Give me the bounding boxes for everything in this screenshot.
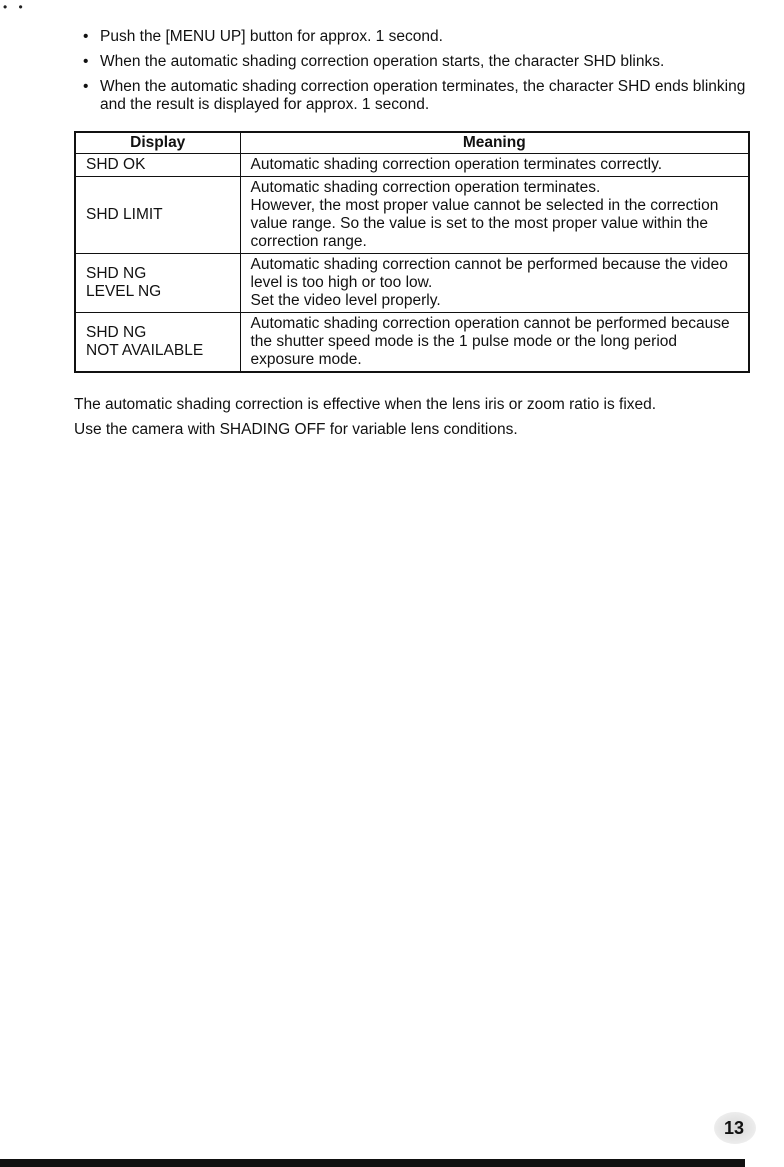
list-item: • When the automatic shading correction operation terminates, the character SHD ends blinking and the result is displayed for approx. 1 second.: [83, 78, 753, 114]
list-item: • When the automatic shading correction operation starts, the character SHD blinks.: [83, 53, 753, 71]
meaning-cell: Automatic shading correction operation cannot be performed because the shutter speed mode is the 1 pulse mode or the long period exposure mode.: [240, 313, 749, 373]
meaning-cell: Automatic shading correction cannot be performed because the video level is too high or too low. Set the video level properly.: [240, 254, 749, 313]
meaning-cell: Automatic shading correction operation terminates. However, the most proper value cannot be selected in the correction value range. So the value is set to the most proper value within the correction range.: [240, 177, 749, 254]
header-display: Display: [75, 132, 240, 154]
display-cell: SHD OK: [75, 154, 240, 177]
meaning-cell: Automatic shading correction operation terminates correctly.: [240, 154, 749, 177]
note-line: Use the camera with SHADING OFF for variable lens conditions.: [74, 421, 518, 438]
page-number: 13: [723, 1117, 745, 1138]
shading-result-table: [74, 131, 750, 373]
corner-marks: • •: [3, 0, 27, 14]
usage-note: [74, 392, 754, 442]
page-number-badge: [706, 1110, 762, 1146]
bottom-rule: [0, 1159, 745, 1167]
table-row: [75, 154, 749, 177]
instruction-list: [83, 28, 753, 121]
table-row: [75, 254, 749, 313]
note-line: The automatic shading correction is effective when the lens iris or zoom ratio is fixed.: [74, 396, 657, 413]
header-meaning: Meaning: [240, 132, 749, 154]
table-header-row: [75, 132, 749, 154]
display-cell: SHD NG LEVEL NG: [75, 254, 240, 313]
list-item: • Push the [MENU UP] button for approx. 1 second.: [83, 28, 753, 46]
display-cell: SHD NG NOT AVAILABLE: [75, 313, 240, 373]
display-cell: SHD LIMIT: [75, 177, 240, 254]
table-row: [75, 177, 749, 254]
table-row: [75, 313, 749, 373]
